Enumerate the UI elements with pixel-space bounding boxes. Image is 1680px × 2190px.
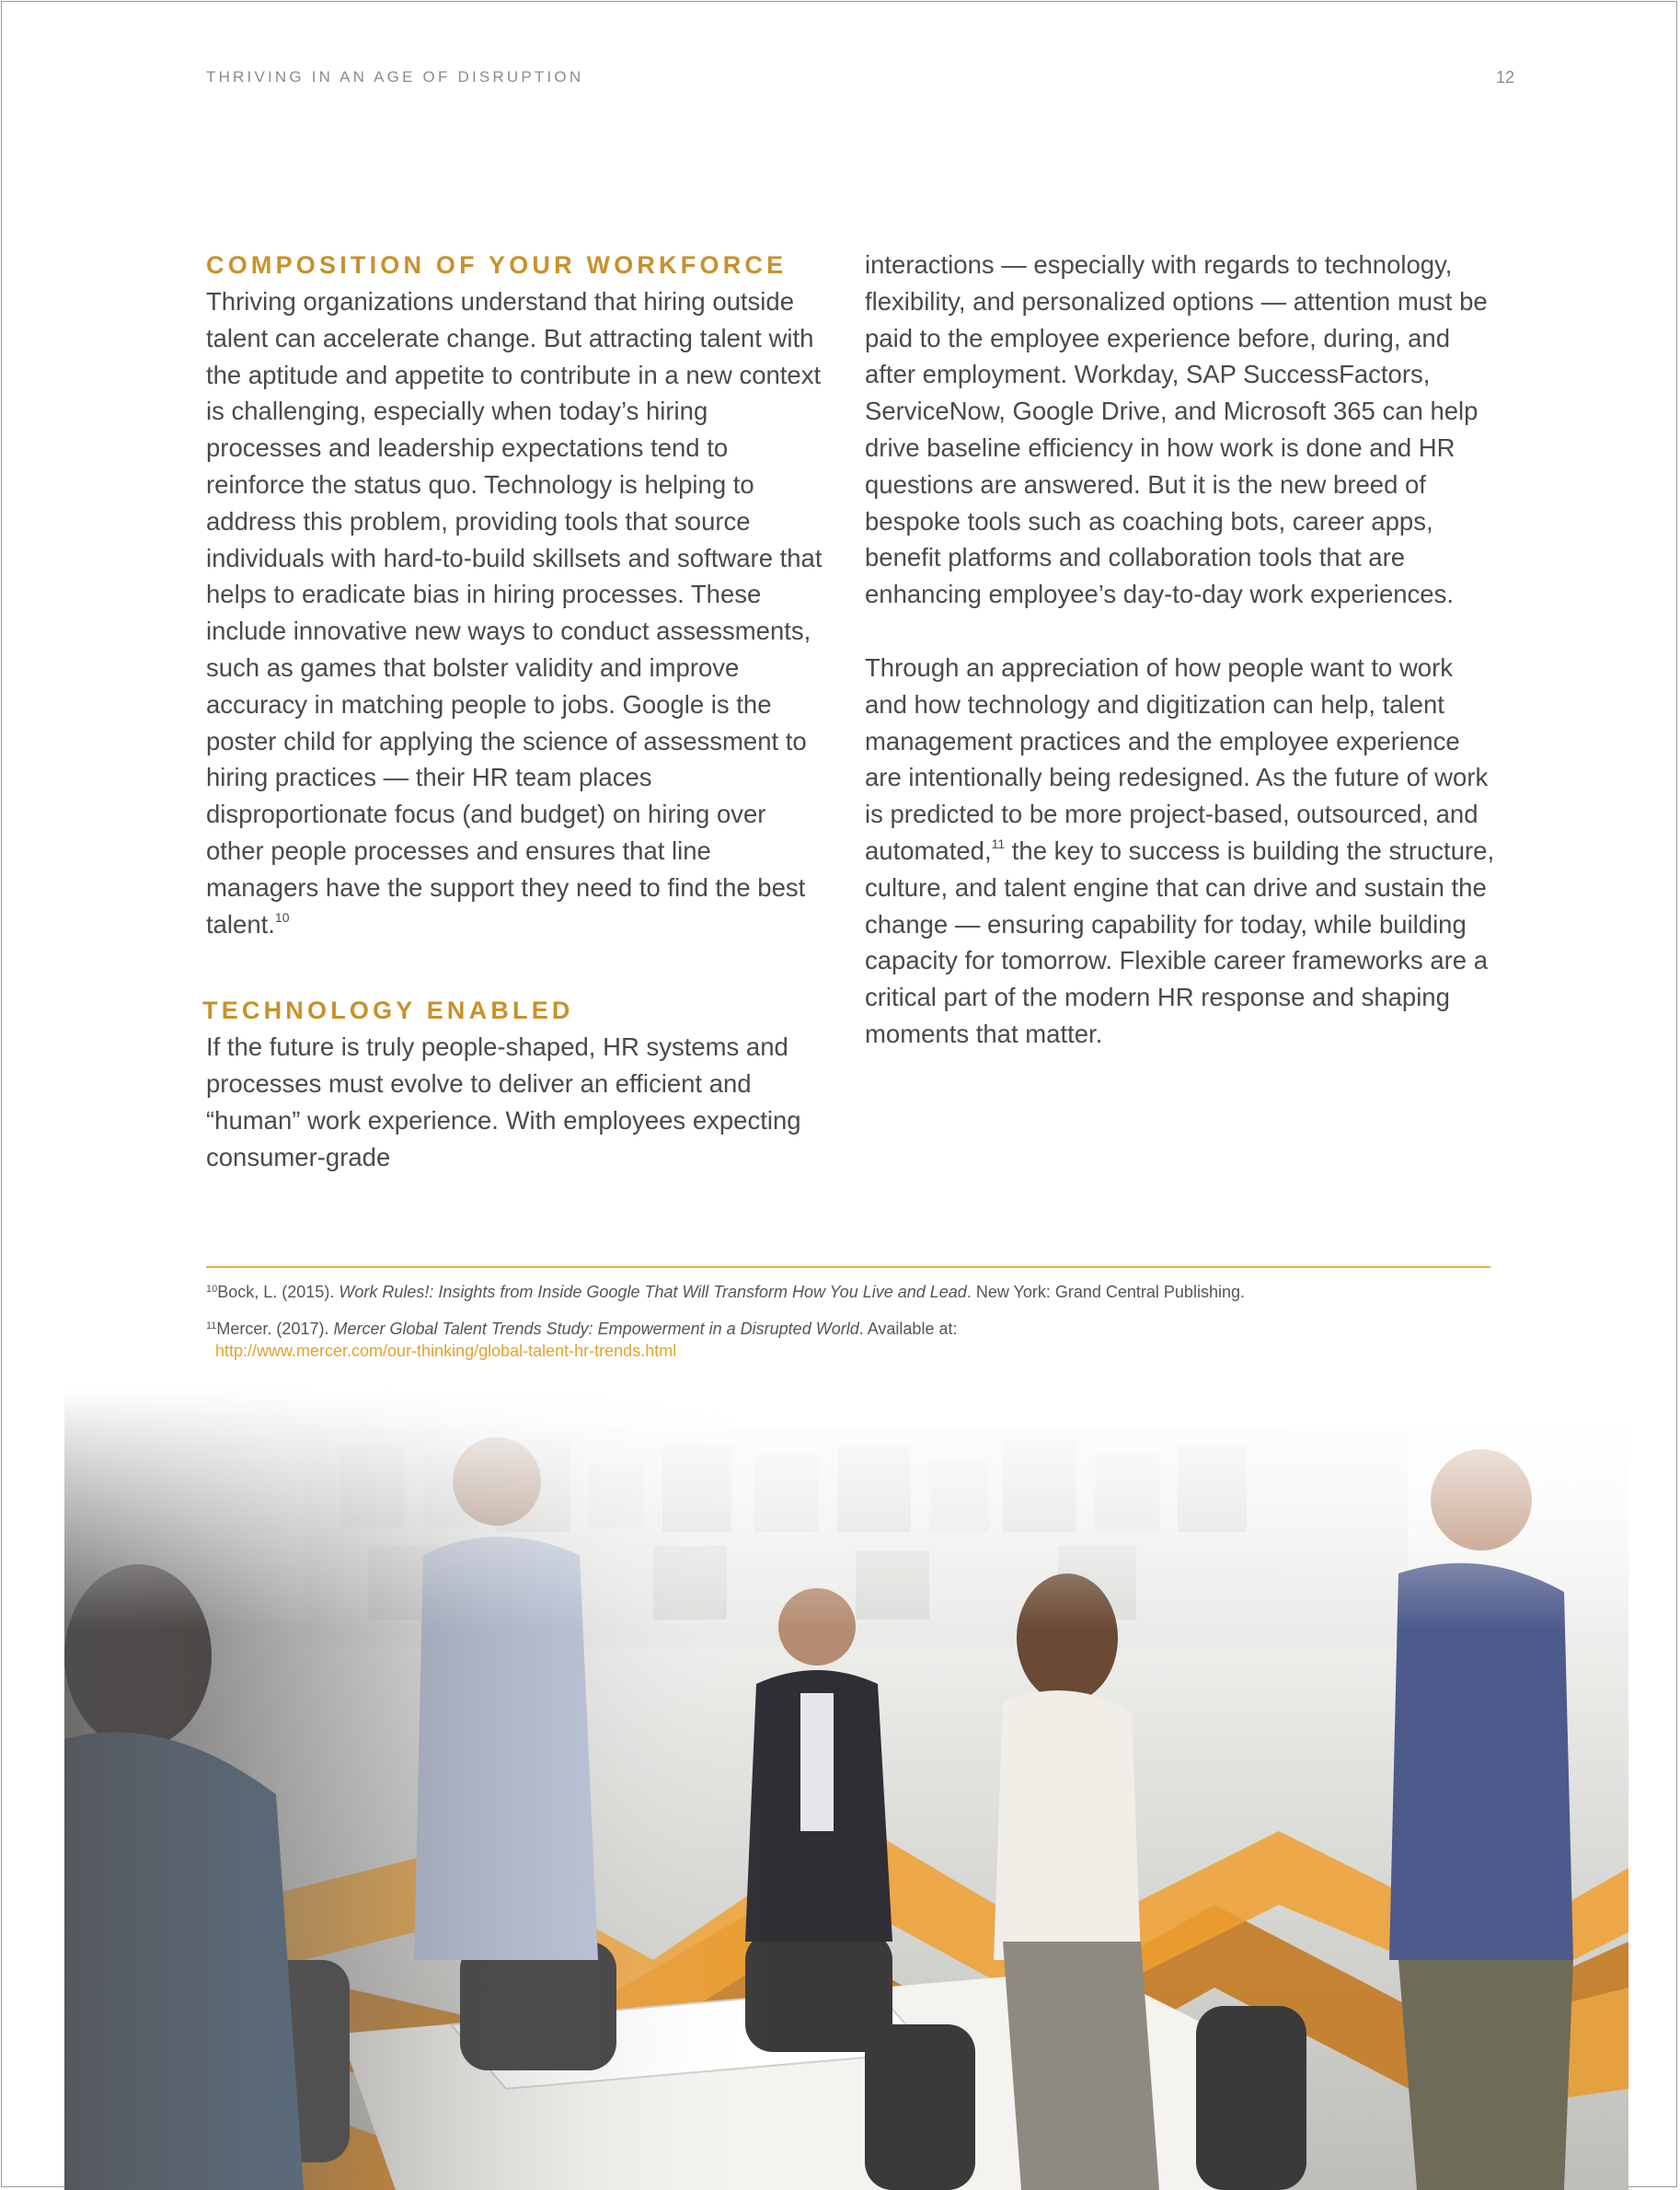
footnote-publisher: . New York: Grand Central Publishing.	[966, 1283, 1245, 1301]
footnote-divider	[206, 1266, 1490, 1268]
heading-technology: TECHNOLOGY ENABLED	[202, 997, 574, 1025]
photo-fade-top	[64, 1389, 1628, 2190]
closing-text-start: Through an appreciation of how people want to work and how technology and digitization can help, talent management practices and the employee experience are intentionally being redesigned. As the future of work is predicted to be more project-based, outsourced, and automated,	[865, 652, 1489, 865]
technology-paragraph-start: If the future is truly people-shaped, HR systems and processes must evolve to deliver an efficient and “human” work experience. With employees expecting consumer-grade	[206, 1032, 801, 1171]
left-column	[202, 247, 824, 1176]
footnote-11	[206, 1318, 1494, 1362]
footnote-author: Mercer. (2017).	[216, 1320, 334, 1338]
technology-paragraph-continued: interactions — especially with regards to technology, flexibility, and personalized options — attention must be paid to the employee experience before, during, and after employment. Workday, SAP SuccessFactors, ServiceNow, Google Drive, and Microsoft 365 can help drive baseline efficiency in how work is done and HR questions are answered. But it is the new breed of bespoke tools such as coaching bots, career apps, benefit platforms and collaboration tools that are enhancing employee’s day-to-day work experiences.	[865, 250, 1488, 609]
footnote-10	[206, 1281, 1494, 1303]
closing-paragraph	[865, 650, 1496, 1053]
composition-text: Thriving organizations understand that hiring outside talent can accelerate change. But attracting talent with the aptitude and appetite to contribute in a new context is challenging, especially when today’s hiring processes and leadership expectations tend to reinforce the status quo. Technology is helping to address this problem, providing tools that source individuals with hard-to-build skillsets and software that helps to eradicate bias in hiring processes. These include innovative new ways to conduct assessments, such as games that bolster validity and improve accuracy in matching people to jobs. Google is the poster child for applying the science of assessment to hiring practices — their HR team places disproportionate focus (and budget) on hiring over other people processes and ensures that line managers have the support they need to find the best talent.	[206, 287, 823, 939]
closing-text-end: the key to success is building the structure, culture, and talent engine that can drive and sustain the change — ensuring capability for today, while building capacity for tomorrow. Flexible career frameworks are a critical part of the modern HR response and shaping moments that matter.	[865, 836, 1495, 1048]
footnote-title: Mercer Global Talent Trends Study: Empowerment in a Disrupted World	[333, 1320, 859, 1338]
footnote-availability: . Available at:	[858, 1320, 958, 1338]
photo-illustration	[64, 1389, 1628, 2190]
office-meeting-photo	[64, 1389, 1628, 2190]
footnote-ref-11[interactable]: 11	[991, 836, 1006, 851]
right-column	[865, 247, 1496, 1053]
footnote-link[interactable]: http://www.mercer.com/our-thinking/global-talent-hr-trends.html	[215, 1342, 677, 1360]
footnote-number: 10	[206, 1284, 218, 1295]
footnote-title: Work Rules!: Insights from Inside Google That Will Transform How You Live and Lead	[339, 1283, 967, 1301]
page-number: 12	[1495, 68, 1514, 86]
footnote-ref-10[interactable]: 10	[274, 909, 290, 925]
footnote-number: 11	[206, 1320, 217, 1331]
running-title: THRIVING IN AN AGE OF DISRUPTION	[206, 68, 584, 86]
composition-paragraph	[206, 283, 824, 942]
footnote-author: Bock, L. (2015).	[217, 1283, 339, 1301]
heading-composition: COMPOSITION OF YOUR WORKFORCE	[206, 251, 788, 279]
paragraph-gap	[865, 613, 1496, 650]
